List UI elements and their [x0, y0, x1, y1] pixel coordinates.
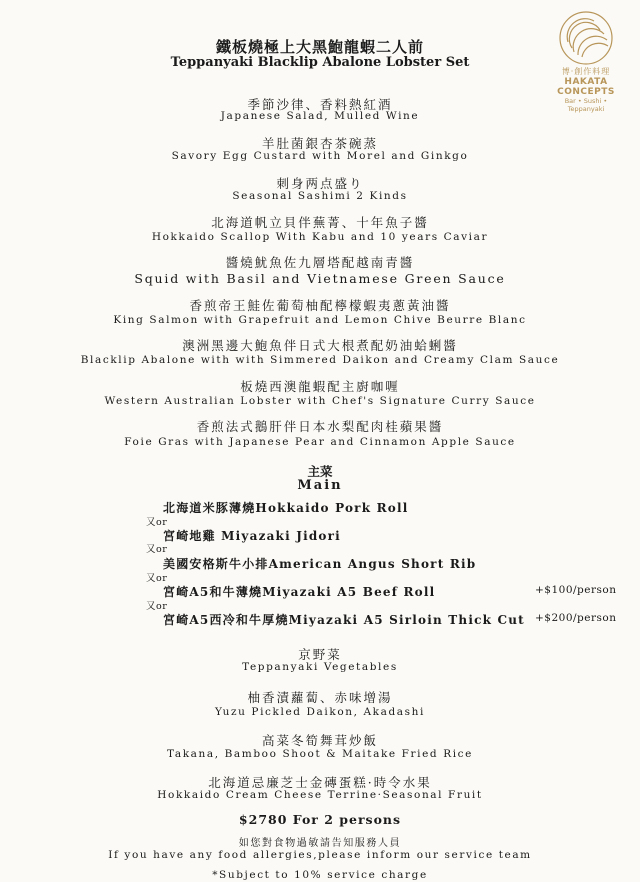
allergy-note-zh: 如您對食物過敏請告知服務人員	[238, 838, 402, 849]
or-separator: 又or	[146, 601, 168, 612]
course-zh: 板燒西澳龍蝦配主廚咖喱	[240, 379, 400, 394]
course-en: Teppanyaki Vegetables	[242, 661, 398, 673]
course-zh: 羊肚菌銀杏茶碗蒸	[261, 136, 378, 151]
main-option: 宮崎A5西冷和牛厚燒Miyazaki A5 Sirloin Thick Cut	[163, 613, 525, 627]
main-option: 宮崎地雞 Miyazaki Jidori	[163, 529, 341, 543]
course-en: Western Australian Lobster with Chef's Signature Curry Sauce	[104, 395, 536, 407]
course-en: Savory Egg Custard with Morel and Ginkgo	[171, 150, 469, 162]
course-zh: 醬燒魷魚佐九層塔配越南青醬	[225, 255, 415, 270]
course-zh: 京野菜	[298, 647, 342, 662]
course-zh: 刺身两点盛り	[276, 176, 364, 191]
course-en: Takana, Bamboo Shoot & Maitake Fried Rice	[167, 748, 473, 760]
option-price: +$100/person	[535, 584, 617, 596]
allergy-note-en: If you have any food allergies,please inform our service team	[108, 849, 532, 861]
logo-tagline: Bar • Sushi • Teppanyaki	[564, 97, 608, 113]
course-en: Hokkaido Scallop With Kabu and 10 years Caviar	[151, 231, 489, 243]
set-price: $2780 For 2 persons	[238, 812, 402, 827]
course-zh: 香煎帝王鮭佐葡萄柚配檸檬蝦夷蔥黃油醬	[189, 298, 451, 313]
course-en: Japanese Salad, Mulled Wine	[220, 110, 420, 122]
or-separator: 又or	[146, 573, 168, 584]
course-zh: 季節沙律、香料熱紅酒	[247, 97, 393, 112]
course-en: Seasonal Sashimi 2 Kinds	[232, 190, 408, 202]
menu-title-zh: 鐵板燒極上大黑鮑龍蝦二人前	[215, 38, 424, 56]
course-en: Hokkaido Cream Cheese Terrine·Seasonal Fruit	[157, 789, 483, 801]
course-zh: 高菜冬筍舞茸炒飯	[261, 733, 378, 748]
course-en: Foie Gras with Japanese Pear and Cinnamon Apple Sauce	[124, 436, 516, 448]
menu-title-en: Teppanyaki Blacklip Abalone Lobster Set	[170, 55, 470, 70]
option-price: +$200/person	[535, 612, 617, 624]
course-zh: 香煎法式鵝肝伴日本水梨配肉桂蘋果醬	[196, 419, 444, 434]
course-zh: 北海道帆立貝伴蕪菁、十年魚子醬	[211, 215, 429, 230]
course-zh: 柚香漬蘿蔔、赤味增湯	[247, 690, 393, 705]
course-en: King Salmon with Grapefruit and Lemon Chive Beurre Blanc	[113, 314, 527, 326]
course-zh: 澳洲黑邊大鮑魚伴日式大根煮配奶油蛤蜊醬	[182, 338, 458, 353]
course-en: Yuzu Pickled Daikon, Akadashi	[215, 706, 425, 718]
logo-brand-name: HAKATA CONCEPTS	[557, 77, 615, 97]
course-en: Squid with Basil and Vietnamese Green Sauce	[134, 271, 506, 286]
course-en: Blacklip Abalone with with Simmered Daikon and Creamy Clam Sauce	[80, 354, 560, 366]
service-charge-note: *Subject to 10% service charge	[212, 869, 428, 881]
main-option: 北海道米豚薄燒Hokkaido Pork Roll	[163, 501, 409, 515]
main-option: 宮崎A5和牛薄燒Miyazaki A5 Beef Roll	[163, 585, 436, 599]
main-option: 美國安格斯牛小排American Angus Short Rib	[163, 557, 477, 571]
course-zh: 北海道忌廉芝士金磚蛋糕·時令水果	[208, 775, 432, 790]
logo-chinese-name: 博·創作料理	[561, 67, 611, 76]
main-heading-zh: 主菜	[307, 464, 333, 479]
or-separator: 又or	[146, 544, 168, 555]
or-separator: 又or	[146, 517, 168, 528]
main-heading-en: Main	[297, 478, 343, 493]
